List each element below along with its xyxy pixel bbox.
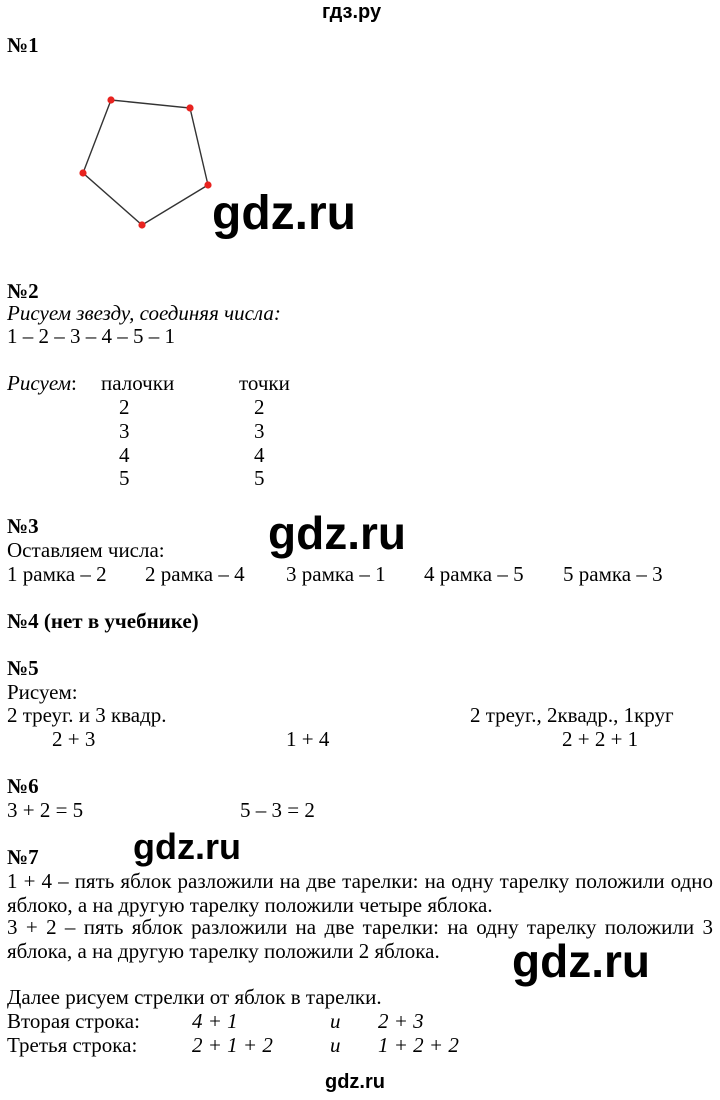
task4-number: №4 (нет в учебнике) (7, 609, 199, 633)
task2-number: №2 (7, 279, 39, 303)
vertex-point (204, 181, 211, 188)
site-header: гдз.ру (322, 1, 382, 23)
col2-value: 2 (254, 395, 265, 419)
frame-item: 2 рамка – 4 (145, 562, 245, 586)
pentagon-outline (83, 100, 208, 225)
col1-value: 4 (119, 443, 130, 467)
vertex-point (138, 221, 145, 228)
task3-intro: Оставляем числа: (7, 538, 165, 562)
task2-intro: Рисуем звезду, соединяя числа: (7, 301, 281, 325)
task2-draw-label: Рисуем (7, 371, 72, 395)
task2-sequence: 1 – 2 – 3 – 4 – 5 – 1 (7, 324, 175, 348)
row2-label: Вторая строка: (7, 1009, 140, 1033)
col1-value: 2 (119, 395, 130, 419)
task3-number: №3 (7, 514, 39, 538)
task5-intro: Рисуем: (7, 680, 78, 704)
task7-arrows-note: Далее рисуем стрелки от яблок в тарелки. (7, 985, 382, 1009)
watermark: gdz.ru (268, 507, 406, 559)
col2-value: 4 (254, 443, 265, 467)
row2-expr-a: 4 + 1 (192, 1009, 238, 1033)
site-footer: gdz.ru (325, 1071, 385, 1093)
watermark: gdz.ru (212, 187, 356, 240)
task2-col1-header: палочки (101, 371, 175, 395)
task2-col2-header: точки (239, 371, 290, 395)
task5-number: №5 (7, 656, 39, 680)
vertex-point (186, 104, 193, 111)
row3-and: и (330, 1033, 341, 1057)
task5-expr: 2 + 3 (52, 727, 96, 751)
vertex-point (107, 96, 114, 103)
task6-number: №6 (7, 774, 39, 798)
task7-number: №7 (7, 845, 39, 869)
task1-number: №1 (7, 33, 39, 57)
col1-value: 5 (119, 466, 130, 490)
task6-eq: 5 – 3 = 2 (240, 798, 315, 822)
task5-expr: 2 + 2 + 1 (562, 727, 639, 751)
col1-value: 3 (119, 419, 130, 443)
task7-para2: 3 + 2 – пять яблок разложили на две тарелки: на одну тарелку положили 3 яблока, а на другую тарелку положили 2 яблока. (7, 915, 713, 963)
task5-expr: 1 + 4 (286, 727, 330, 751)
row2-and: и (330, 1009, 341, 1033)
row2-expr-b: 2 + 3 (378, 1009, 424, 1033)
col2-value: 3 (254, 419, 265, 443)
vertex-point (79, 169, 86, 176)
frame-item: 1 рамка – 2 (7, 562, 107, 586)
frame-item: 4 рамка – 5 (424, 562, 524, 586)
task5-left-desc: 2 треуг. и 3 квадр. (7, 703, 167, 727)
task6-eq: 3 + 2 = 5 (7, 798, 84, 822)
task2-colon: : (71, 371, 77, 395)
row3-expr-a: 2 + 1 + 2 (192, 1033, 273, 1057)
task5-right-desc: 2 треуг., 2квадр., 1круг (470, 703, 674, 727)
col2-value: 5 (254, 466, 265, 490)
task7-para1: 1 + 4 – пять яблок разложили на две тарелки: на одну тарелку положили одно яблоко, а на другую тарелку положили четыре яблока. (7, 869, 713, 917)
row3-label: Третья строка: (7, 1033, 138, 1057)
frame-item: 3 рамка – 1 (286, 562, 386, 586)
row3-expr-b: 1 + 2 + 2 (378, 1033, 459, 1057)
frame-item: 5 рамка – 3 (563, 562, 663, 586)
task2-draw-label-wrap (7, 373, 77, 394)
watermark: gdz.ru (512, 935, 650, 987)
watermark: gdz.ru (133, 826, 241, 867)
